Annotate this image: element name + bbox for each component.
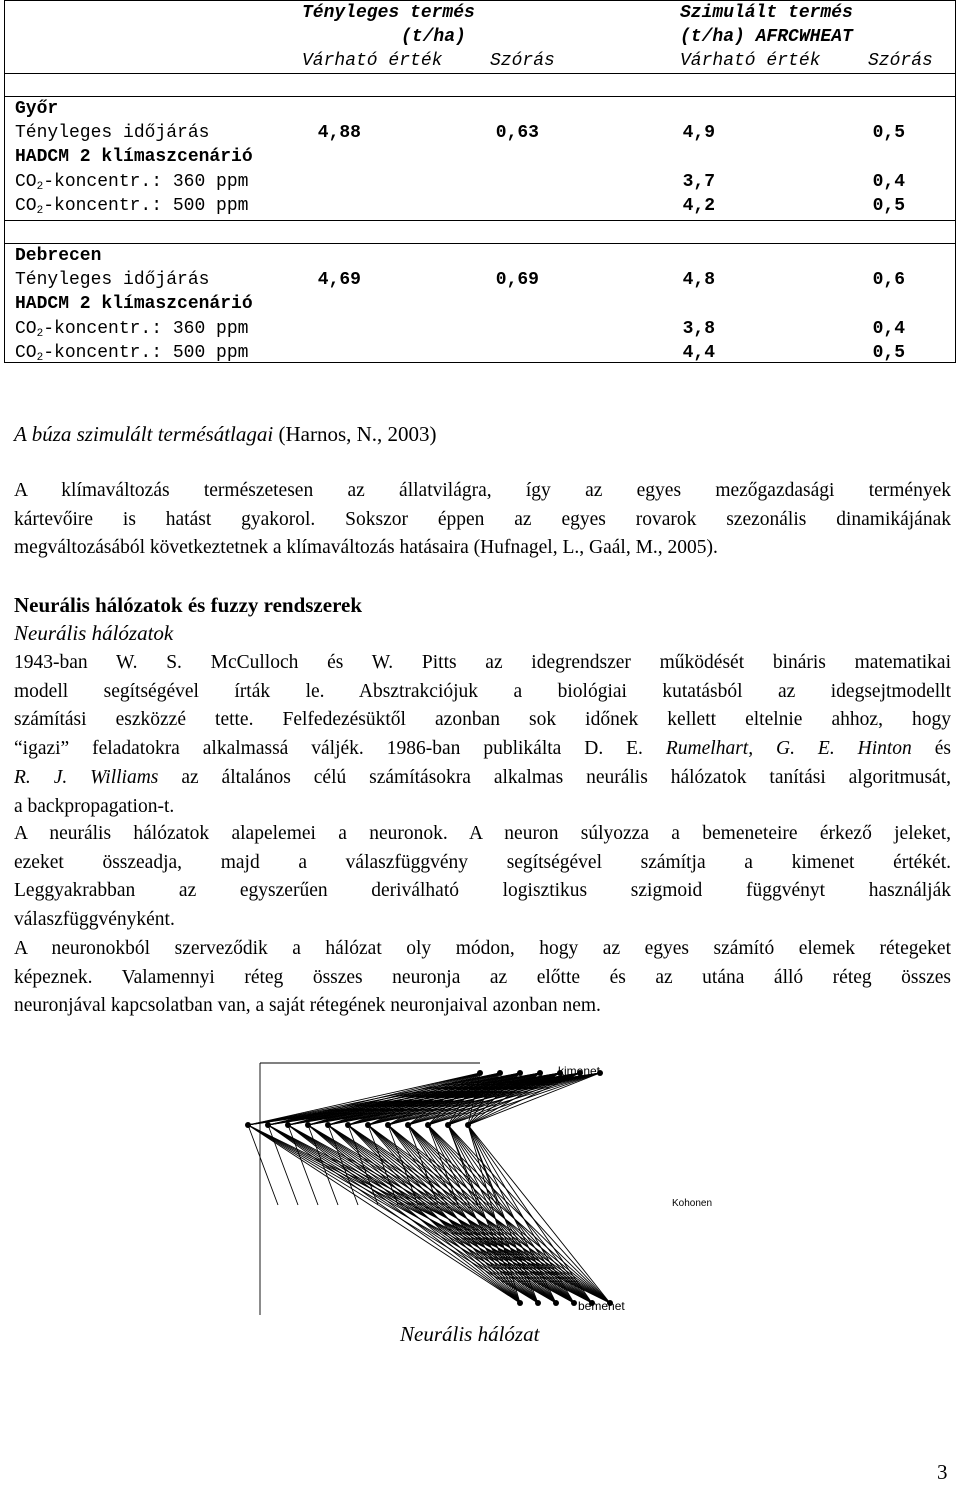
paragraph-layers: A neuronokból szerveződik a hálózat oly módon, hogy az egyes számító elemek rétegeket képeznek. Valamennyi réteg összes neuronja az előtte és az utána álló réteg összes neuronjával kapcsolatban van, a saját rétegének neuronjaival azonban nem.: [14, 938, 951, 1017]
row-label: HADCM 2 klímaszcenárió: [15, 147, 253, 167]
header-sim-std: Szórás: [868, 51, 933, 71]
sim-mean: 3,7: [682, 172, 715, 192]
edge-hidden-input: [468, 1125, 592, 1303]
sim-mean: 4,2: [682, 196, 715, 216]
paragraph-history: 1943-ban W. S. McCulloch és W. Pitts az idegrendszer működését bináris matematikai modell segítségével írták le. Absztrakciójuk a biológiai kutatásból az idegsejtmodellt számítási eszközzé tette. Felfedezésüktől azonban sok időnek kellett eltelnie ahhoz, hogy “igazi” feladatokra alkalmassá váljék. 1986-ban publikálta D. E. Rumelhart, G. E. Hinton és R. J. Williams az általános célú számításokra alkalmas neurális hálózatok tanítási algoritmusát, a backpropagation-t.: [14, 652, 952, 817]
hidden-node: [445, 1122, 451, 1128]
table-top-rule: [5, 0, 955, 1]
output-node: [537, 1070, 543, 1076]
table-section-rule: [5, 243, 955, 244]
edge-hidden-input: [448, 1125, 574, 1303]
hidden-node: [245, 1122, 251, 1128]
sim-std: 0,5: [872, 123, 905, 143]
edge-hidden-input: [428, 1125, 556, 1303]
row-label: $CO_2$-koncentr.: 360 ppm: [15, 319, 249, 340]
input-node: [517, 1300, 523, 1306]
subsection-title: Neurális hálózatok: [14, 621, 174, 645]
page-number: 3: [937, 1460, 948, 1484]
header-sim-expected: Várható érték: [680, 51, 821, 71]
sim-std: 0,5: [872, 343, 905, 363]
edge-hidden-lateral: [248, 1125, 278, 1205]
label-hidden-layer: Kohonen: [672, 1198, 713, 1209]
section-city-debrecen: Debrecen: [15, 246, 102, 266]
table-header-rule: [5, 73, 955, 74]
sim-std: 0,5: [872, 196, 905, 216]
row-label: Tényleges időjárás: [15, 123, 210, 143]
label-input: bemenet: [578, 1299, 625, 1313]
sim-mean: 3,8: [682, 319, 715, 339]
table-section-rule: [5, 220, 955, 221]
row-label: HADCM 2 klímaszcenárió: [15, 294, 253, 314]
input-node: [535, 1300, 541, 1306]
sim-std: 0,4: [872, 319, 905, 339]
hidden-node: [365, 1122, 371, 1128]
yield-table: [4, 0, 956, 363]
header-actual-expected: Várható érték: [302, 51, 443, 71]
row-label: $CO_2$-koncentr.: 500 ppm: [15, 196, 249, 217]
header-sim-unit: (t/ha) AFRCWHEAT: [680, 27, 853, 47]
sim-mean: 4,4: [682, 343, 715, 363]
header-actual-std: Szórás: [490, 51, 555, 71]
sim-std: 0,4: [872, 172, 905, 192]
hidden-node: [405, 1122, 411, 1128]
edge-hidden-input: [388, 1125, 592, 1303]
output-node: [517, 1070, 523, 1076]
actual-std: 0,63: [495, 123, 539, 143]
row-label: Tényleges időjárás: [15, 270, 210, 290]
neural-network-figure: [200, 1055, 780, 1325]
figure-caption: Neurális hálózat: [400, 1322, 540, 1346]
output-node: [497, 1070, 503, 1076]
sim-mean: 4,8: [682, 270, 715, 290]
section-title: Neurális hálózatok és fuzzy rendszerek: [14, 593, 363, 617]
hidden-node: [265, 1122, 271, 1128]
paragraph-climate-pests: A klímaváltozás természetesen az állatvilágra, így az egyes mezőgazdasági termények kártevőire is hatást gyakorol. Sokszor éppen az egyes rovarok szezonális dinamikájának megváltozásából következtetnek a klímaváltozás hatásaira (Hufnagel, L., Gaál, M., 2005).: [14, 480, 951, 559]
hidden-node: [285, 1122, 291, 1128]
sim-std: 0,6: [872, 270, 905, 290]
hidden-node: [465, 1122, 471, 1128]
section-city-gyor: Győr: [15, 99, 59, 119]
network-connections: [248, 1063, 610, 1315]
actual-mean: 4,88: [317, 123, 361, 143]
sim-mean: 4,9: [682, 123, 715, 143]
row-label: $CO_2$-koncentr.: 500 ppm: [15, 343, 249, 364]
input-node: [553, 1300, 559, 1306]
label-output: kimenet: [558, 1064, 601, 1078]
input-node: [571, 1300, 577, 1306]
output-node: [477, 1070, 483, 1076]
edge-hidden-input: [308, 1125, 520, 1303]
row-label: $CO_2$-koncentr.: 360 ppm: [15, 172, 249, 193]
actual-mean: 4,69: [317, 270, 361, 290]
hidden-node: [345, 1122, 351, 1128]
header-sim-title: Szimulált termés: [680, 3, 853, 23]
table-caption: A búza szimulált termésátlagai (Harnos, N., 2003): [14, 422, 437, 446]
header-actual-title: Tényleges termés: [302, 3, 475, 23]
paragraph-neurons: A neurális hálózatok alapelemei a neuronok. A neuron súlyozza a bemeneteire érkező jeleket, ezeket összeadja, majd a válaszfüggvény segítségével számítja a kimenet értékét. Leggyakrabban az egyszerűen deriválható logisztikus szigmoid függvényt használják válaszfüggvényként.: [14, 823, 951, 931]
hidden-node: [325, 1122, 331, 1128]
hidden-node: [425, 1122, 431, 1128]
actual-std: 0,69: [495, 270, 539, 290]
table-body-rule: [5, 96, 955, 97]
hidden-node: [305, 1122, 311, 1128]
edge-hidden-lateral: [268, 1125, 298, 1205]
header-actual-unit: (t/ha): [401, 27, 466, 47]
hidden-node: [385, 1122, 391, 1128]
